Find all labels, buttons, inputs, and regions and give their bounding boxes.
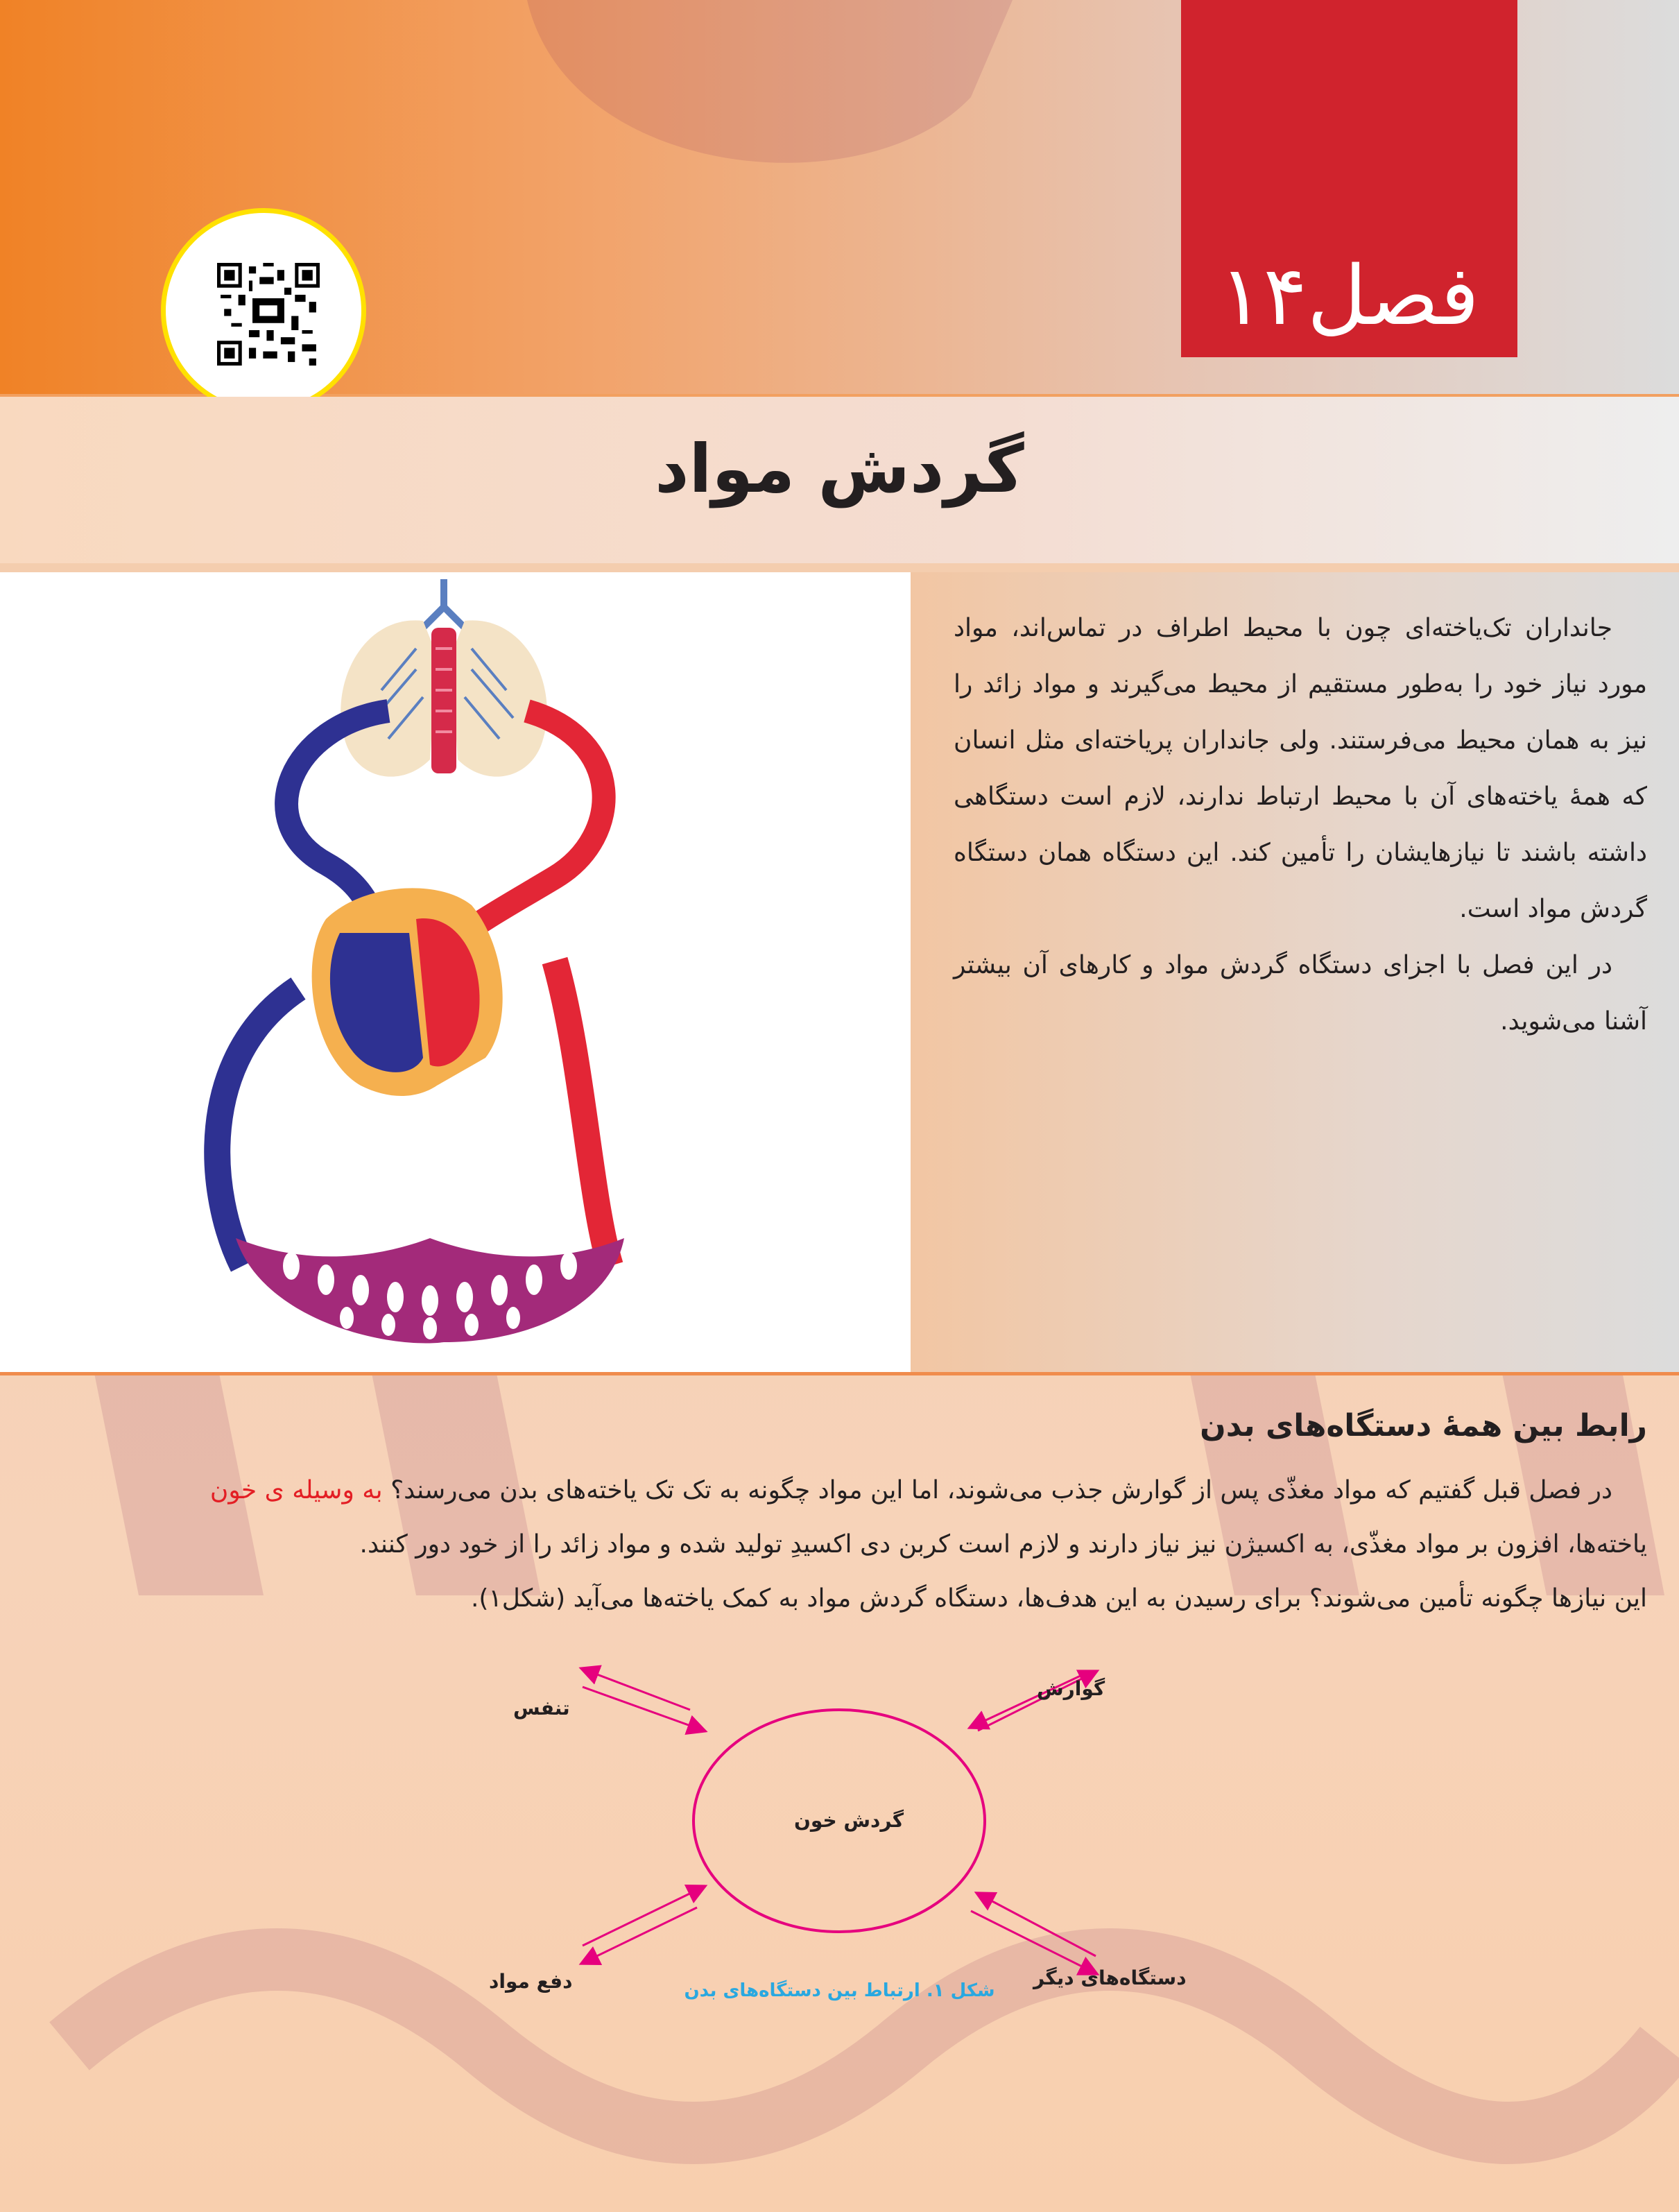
- body-line-2: یاخته‌ها، افزون بر مواد مغذّی، به اکسیژن نیز نیاز دارند و لازم است کربن دی اکسیدِ تولید شده و مواد زائد را از خود دور کنند.: [359, 1530, 1647, 1559]
- diagram-label-excretion: دفع مواد: [489, 1970, 573, 1993]
- intro-panel: [911, 572, 1679, 1373]
- qr-code-icon: [217, 263, 320, 366]
- figure-caption: شکل ۱. ارتباط بین دستگاه‌های بدن: [684, 1980, 995, 2001]
- handwritten-note: به وسیله ی خون: [209, 1476, 383, 1504]
- capillary-bed-illustration: [236, 1238, 624, 1343]
- diagram-label-respiration: تنفس: [513, 1697, 570, 1720]
- body-line-3: این نیازها چگونه تأمین می‌شوند؟ برای رسیدن به این هدف‌ها، دستگاه گردش مواد به کمک یاخته‌ها می‌آید (شکل۱).: [470, 1584, 1647, 1613]
- lungs-illustration: [341, 579, 546, 777]
- section-divider: [0, 1372, 1679, 1375]
- diagram-center-label: گردش خون: [794, 1809, 904, 1832]
- circulatory-illustration-panel: [0, 572, 911, 1373]
- intro-text: [954, 600, 1647, 1049]
- chapter-number: فصل۱۴: [1219, 248, 1479, 343]
- diagram-label-other-systems: دستگاه‌های دیگر: [1033, 1966, 1187, 1989]
- qr-code-badge[interactable]: [161, 208, 366, 413]
- page-title: گردش مواد: [655, 430, 1024, 508]
- diagram-label-digestion: گوارش: [1037, 1677, 1105, 1700]
- heart-illustration: [312, 888, 503, 1096]
- body-line-1: [31, 1464, 1647, 1518]
- body-line-1-text: در فصل قبل گفتیم که مواد مغذّی پس از گوارش جذب می‌شوند، اما این مواد چگونه به تک تک یاخته‌های بدن می‌رسند؟: [390, 1476, 1612, 1504]
- section-body: [31, 1464, 1647, 1626]
- section-heading: رابط بین همهٔ دستگاه‌های بدن: [1200, 1408, 1647, 1443]
- chapter-label-box: [1181, 0, 1517, 357]
- intro-paragraph-1: جانداران تک‌یاخته‌ای چون با محیط اطراف در تماس‌اند، مواد مورد نیاز خود را به‌طور مستقیم از محیط می‌گیرند و مواد زائد را نیز به همان محیط می‌فرستند. ولی جانداران پریاخته‌ای مثل انسان که همهٔ یاخته‌های آن با محیط ارتباط ندارند، لازم است دستگاهی داشته باشند تا نیازهایشان را تأمین کند. این دستگاه همان دستگاه گردش مواد است.: [954, 614, 1647, 923]
- circulatory-system-illustration: [0, 572, 911, 1373]
- intro-paragraph-2: در این فصل با اجزای دستگاه گردش مواد و کارهای آن بیشتر آشنا می‌شوید.: [954, 951, 1647, 1036]
